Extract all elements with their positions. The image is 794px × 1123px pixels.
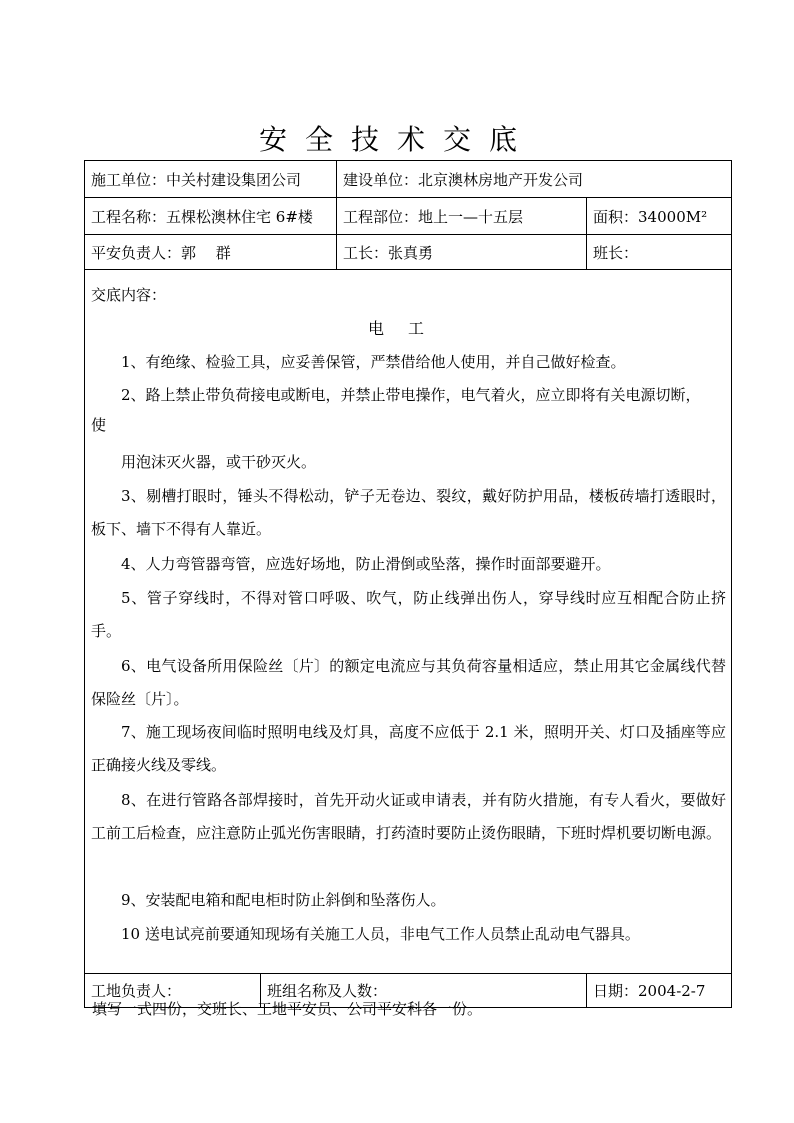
foreman-cell: 工长：张真勇: [337, 235, 587, 270]
briefing-content-cell: [85, 270, 732, 974]
area-cell: 面积：34000M²: [587, 198, 732, 235]
list-item: 使: [91, 416, 107, 434]
client-unit-cell: 建设单位：北京澳林房地产开发公司: [337, 161, 732, 198]
list-item: 7、施工现场夜间临时照明电线及灯具，高度不应低于 2.1 米，照明开关、灯口及插座等应正确接火线及零线。: [91, 723, 726, 774]
content-label: 交底内容：: [91, 286, 167, 304]
construction-unit-cell: 施工单位：中关村建设集团公司: [85, 161, 337, 198]
list-item: 8、在进行管路各部焊接时，首先开动火证或申请表，并有防火措施，有专人看火，要做好工前工后检查，应注意防止弧光伤害眼睛，打药渣时要防止烫伤眼睛，下班时焊机要切断电源。: [91, 791, 726, 842]
date-cell: 日期：2004-2-7: [587, 974, 732, 1008]
document-title: 安全技术交底: [258, 123, 535, 156]
footnote: 填写一式四份，交班长、工地平安员、公司平安科各一份。: [92, 1000, 483, 1018]
list-item: 1、有绝缘、检验工具，应妥善保管，严禁借给他人使用，并自己做好检查。: [121, 353, 626, 371]
list-item: 6、电气设备所用保险丝〔片〕的额定电流应与其负荷容量相适应，禁止用其它金属线代替保险丝〔片〕。: [91, 657, 726, 708]
site-manager-cell: 工地负责人：: [85, 974, 261, 1008]
safety-briefing-form: [84, 160, 732, 1008]
list-item: 5、管子穿线时，不得对管口呼吸、吹气，防止线弹出伤人，穿导线时应互相配合防止挤手。: [91, 589, 726, 640]
list-item: 3、剔槽打眼时，锤头不得松动，铲子无卷边、裂纹，戴好防护用品，楼板砖墙打透眼时，板下、墙下不得有人靠近。: [91, 487, 726, 538]
list-item: 2、路上禁止带负荷接电或断电，并禁止带电操作，电气着火，应立即将有关电源切断，: [121, 386, 701, 404]
safety-officer-cell: 平安负责人：郭 群: [85, 235, 337, 270]
team-leader-cell: 班长：: [587, 235, 732, 270]
project-name-cell: 工程名称：五棵松澳林住宅 6#楼: [85, 198, 337, 235]
project-part-cell: 工程部位：地上一—十五层: [337, 198, 587, 235]
list-item: 9、安装配电箱和配电柜时防止斜倒和坠落伤人。: [121, 891, 446, 909]
content-heading: 电工: [368, 319, 449, 338]
team-name-count-cell: 班组名称及人数：: [261, 974, 587, 1008]
list-item: 用泡沫灭火器，或干砂灭火。: [121, 453, 317, 471]
list-item: 4、人力弯管器弯管，应选好场地，防止滑倒或坠落，操作时面部要避开。: [121, 555, 611, 573]
list-item: 10 送电试亮前要通知现场有关施工人员，非电气工作人员禁止乱动电气器具。: [121, 925, 640, 943]
